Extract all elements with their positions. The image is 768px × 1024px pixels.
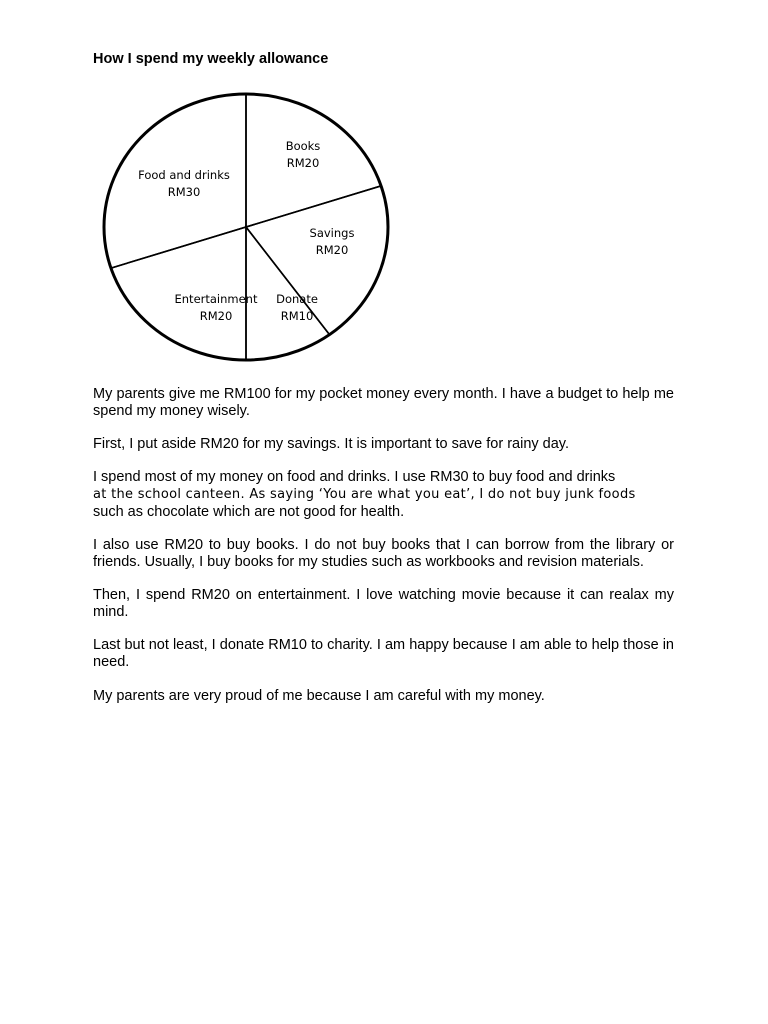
slice-category-label: Entertainment bbox=[174, 292, 258, 306]
slice-value-label: RM20 bbox=[315, 243, 349, 257]
paragraph-food-line-3: such as chocolate which are not good for health. bbox=[93, 503, 405, 520]
slice-category-label: Donate bbox=[276, 292, 318, 306]
slice-value-label: RM30 bbox=[167, 185, 201, 199]
document-title: How I spend my weekly allowance bbox=[93, 51, 329, 67]
slice-value-label: RM20 bbox=[199, 309, 233, 323]
slice-value-label: RM10 bbox=[280, 309, 314, 323]
paragraph-donate: Last but not least, I donate RM10 to charity. I am happy because I am able to help those in need. bbox=[93, 637, 674, 671]
paragraph-conclusion: My parents are very proud of me because I am careful with my money. bbox=[93, 687, 545, 704]
paragraph-savings: First, I put aside RM20 for my savings. It is important to save for rainy day. bbox=[93, 436, 569, 453]
paragraph-food-line-1: I spend most of my money on food and drinks. I use RM30 to buy food and drinks bbox=[93, 469, 616, 486]
paragraph-food bbox=[93, 469, 674, 520]
slice-category-label: Savings bbox=[309, 226, 355, 240]
paragraph-budget-intro: My parents give me RM100 for my pocket money every month. I have a budget to help me spend my money wisely. bbox=[93, 386, 674, 419]
pie-chart bbox=[0, 0, 768, 380]
paragraph-books: I also use RM20 to buy books. I do not buy books that I can borrow from the library or friends. Usually, I buy books for my studies such as workbooks and revision materials. bbox=[93, 537, 674, 571]
slice-category-label: Books bbox=[285, 139, 321, 153]
slice-value-label: RM20 bbox=[286, 156, 320, 170]
body-text bbox=[93, 386, 674, 721]
slice-category-label: Food and drinks bbox=[138, 168, 230, 182]
paragraph-food-line-2: at the school canteen. As saying ‘You are what you eat’, I do not buy junk foods bbox=[93, 487, 636, 503]
paragraph-entertainment: Then, I spend RM20 on entertainment. I love watching movie because it can realax my mind. bbox=[93, 587, 674, 621]
